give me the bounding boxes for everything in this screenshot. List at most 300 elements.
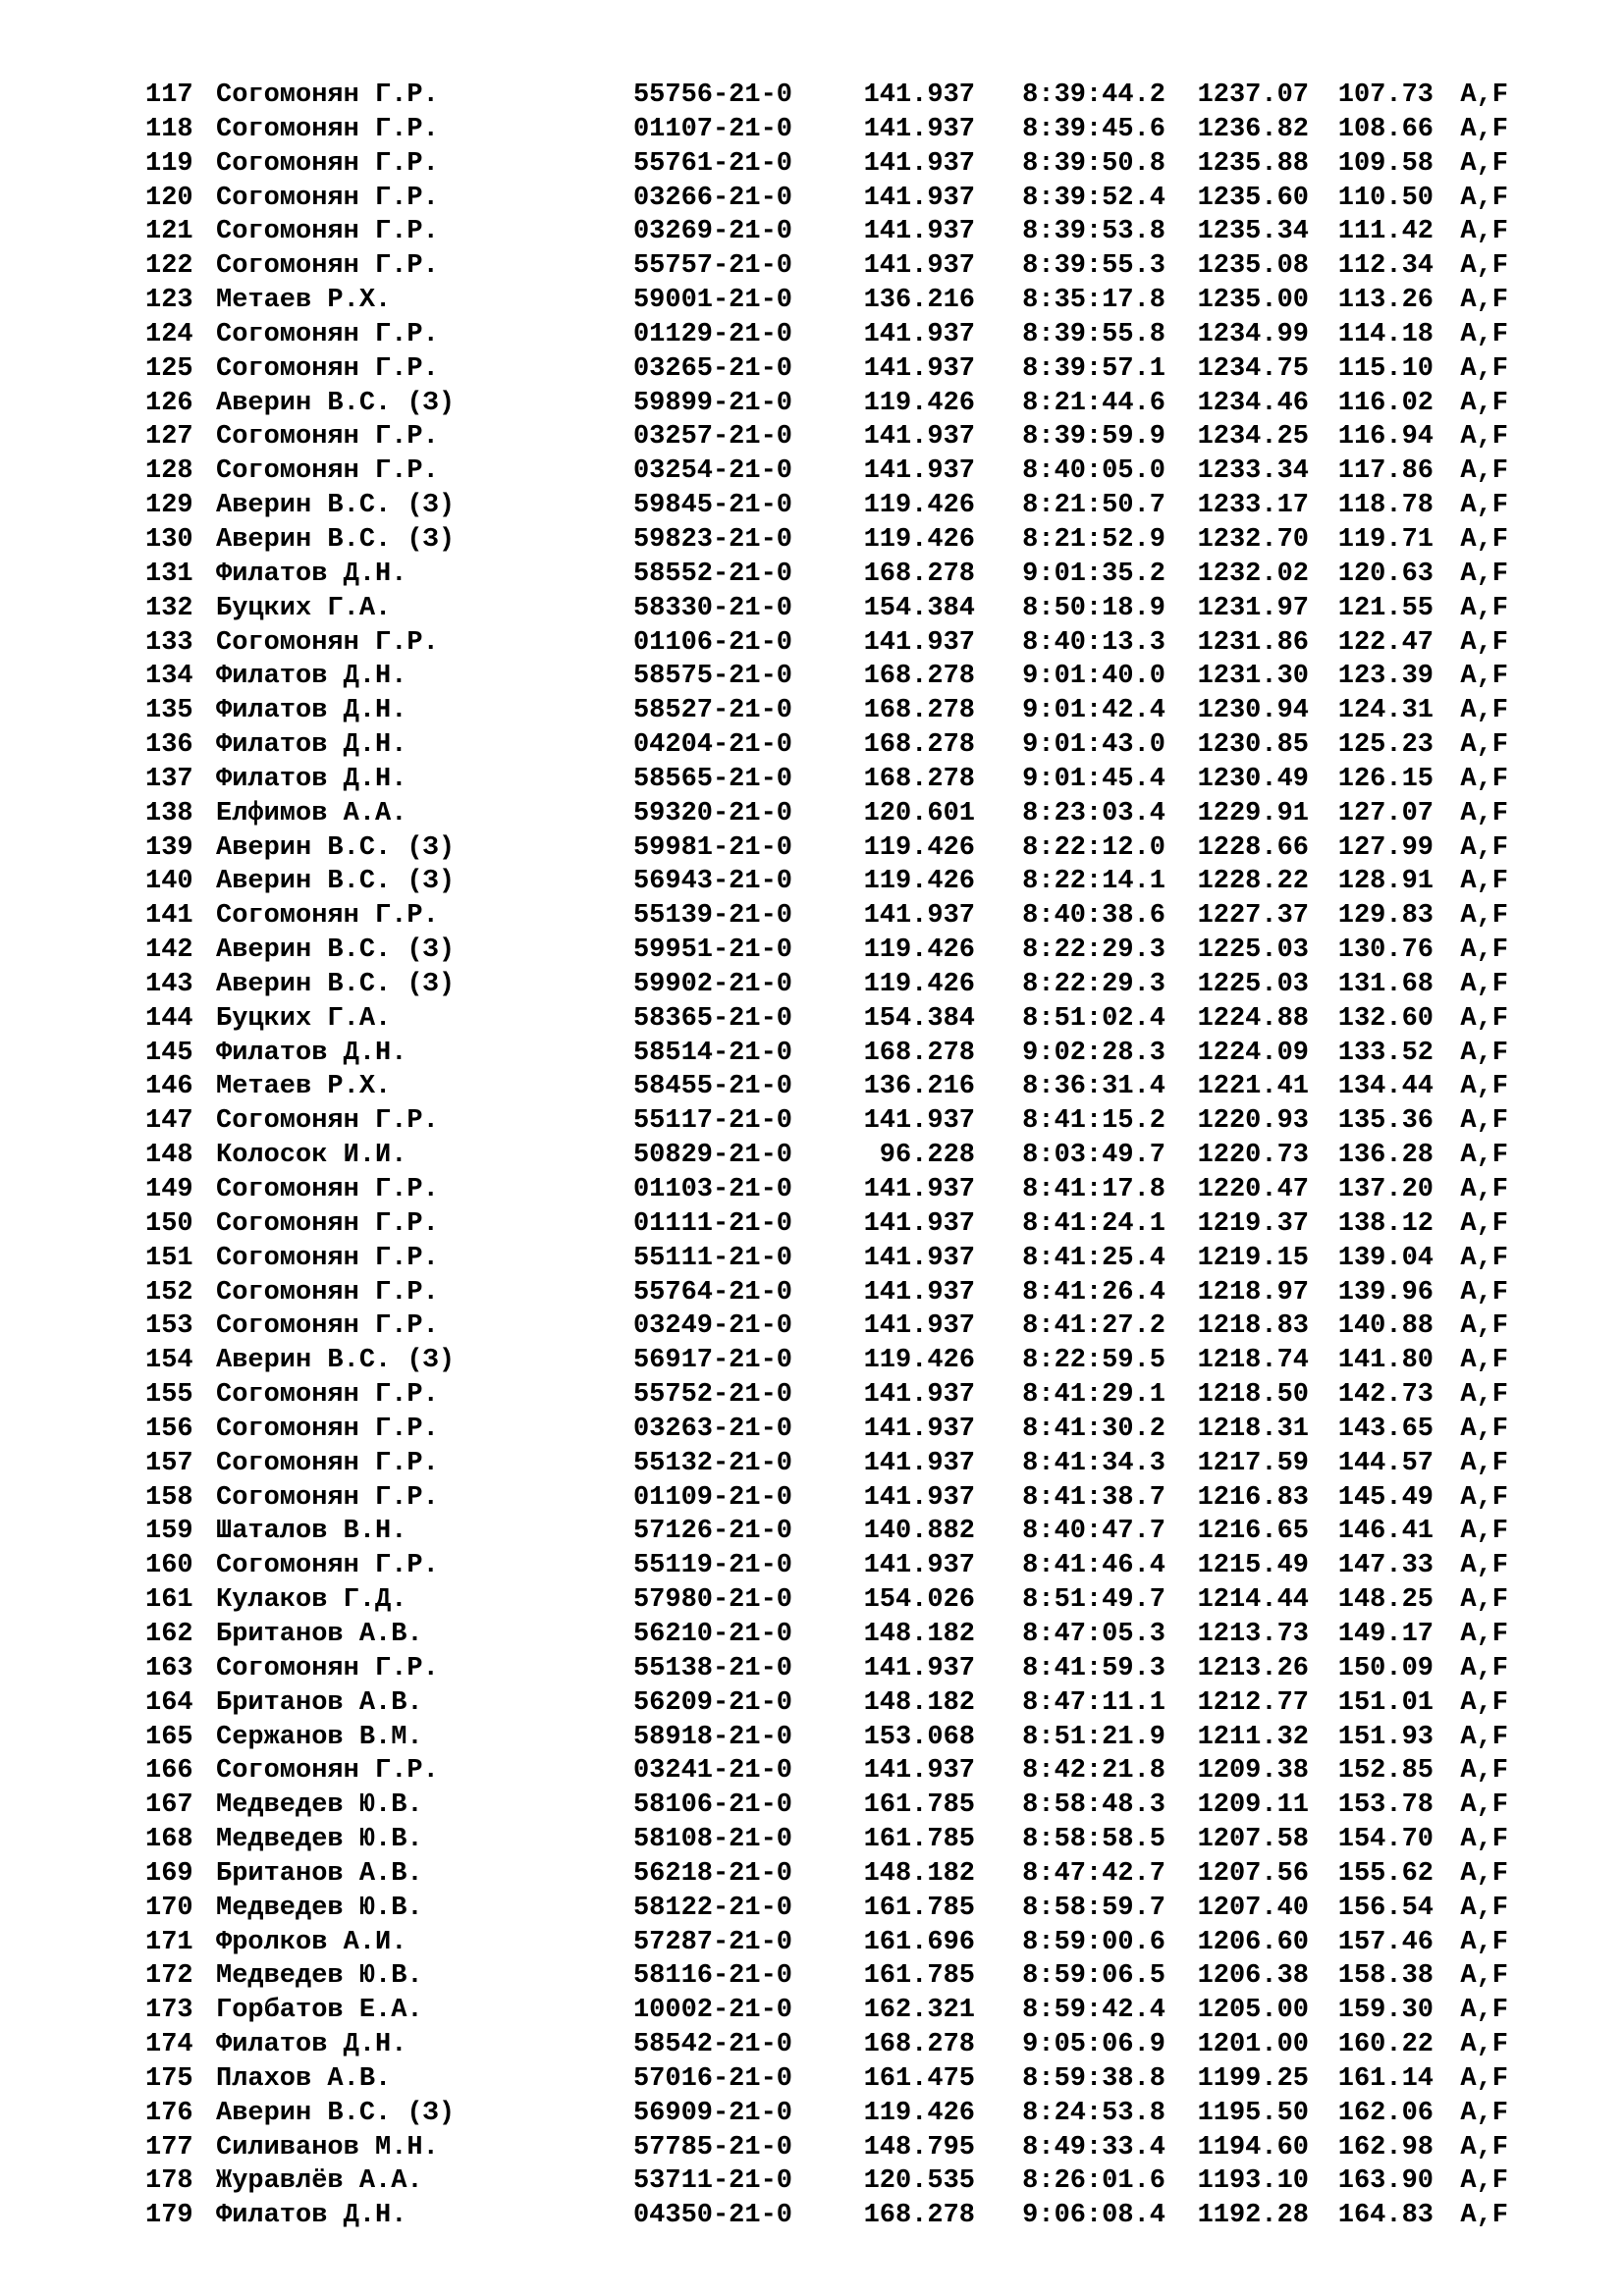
- place-number: 174: [145, 2030, 193, 2060]
- result-row: [145, 1515, 1508, 1549]
- distance: 154.384: [863, 1003, 975, 1034]
- place-number: 126: [145, 388, 193, 418]
- flags: A,F: [1460, 1858, 1508, 1889]
- flags: A,F: [1460, 559, 1508, 589]
- arrival-time: 8:47:11.1: [1022, 1687, 1165, 1718]
- flags: A,F: [1460, 422, 1508, 453]
- distance: 148.182: [863, 1687, 975, 1718]
- place-number: 152: [145, 1277, 193, 1308]
- result-row: [145, 592, 1508, 626]
- flags: A,F: [1460, 764, 1508, 794]
- points: 149.17: [1337, 1619, 1434, 1649]
- speed: 1231.97: [1197, 593, 1309, 623]
- speed: 1207.58: [1197, 1825, 1309, 1855]
- result-row: [145, 523, 1508, 558]
- points: 108.66: [1337, 114, 1434, 144]
- speed: 1214.44: [1197, 1585, 1309, 1616]
- result-row: [145, 1070, 1508, 1104]
- points: 107.73: [1337, 80, 1434, 110]
- result-row: [145, 763, 1508, 797]
- flags: A,F: [1460, 1072, 1508, 1102]
- result-row: [145, 79, 1508, 113]
- speed: 1228.66: [1197, 832, 1309, 863]
- points: 117.86: [1337, 456, 1434, 487]
- result-row: [145, 1276, 1508, 1310]
- fancier-name: Согомонян Г.Р.: [216, 1653, 439, 1683]
- result-row: [145, 728, 1508, 763]
- ring-number: 03263-21-0: [632, 1414, 792, 1444]
- distance: 119.426: [863, 524, 975, 555]
- distance: 141.937: [863, 217, 975, 247]
- fancier-name: Колосок И.И.: [216, 1141, 407, 1171]
- ring-number: 10002-21-0: [632, 1996, 792, 2026]
- place-number: 131: [145, 559, 193, 589]
- arrival-time: 8:22:12.0: [1022, 832, 1165, 863]
- place-number: 134: [145, 662, 193, 692]
- place-number: 120: [145, 183, 193, 213]
- distance: 161.475: [863, 2063, 975, 2094]
- ring-number: 55756-21-0: [632, 80, 792, 110]
- flags: A,F: [1460, 1003, 1508, 1034]
- place-number: 164: [145, 1687, 193, 1718]
- speed: 1237.07: [1197, 80, 1309, 110]
- fancier-name: Согомонян Г.Р.: [216, 148, 439, 179]
- points: 163.90: [1337, 2166, 1434, 2197]
- ring-number: 01107-21-0: [632, 114, 792, 144]
- arrival-time: 8:59:06.5: [1022, 1961, 1165, 1992]
- flags: A,F: [1460, 2063, 1508, 2094]
- arrival-time: 9:02:28.3: [1022, 1038, 1165, 1068]
- result-row: [145, 968, 1508, 1002]
- place-number: 171: [145, 1927, 193, 1957]
- place-number: 167: [145, 1790, 193, 1821]
- fancier-name: Согомонян Г.Р.: [216, 1551, 439, 1581]
- speed: 1231.30: [1197, 662, 1309, 692]
- arrival-time: 8:58:58.5: [1022, 1825, 1165, 1855]
- result-row: [145, 1857, 1508, 1892]
- points: 146.41: [1337, 1517, 1434, 1547]
- fancier-name: Елфимов А.А.: [216, 798, 407, 828]
- ring-number: 58565-21-0: [632, 764, 792, 794]
- result-row: [145, 2199, 1508, 2233]
- points: 118.78: [1337, 491, 1434, 521]
- speed: 1201.00: [1197, 2030, 1309, 2060]
- ring-number: 58542-21-0: [632, 2030, 792, 2060]
- arrival-time: 8:59:00.6: [1022, 1927, 1165, 1957]
- flags: A,F: [1460, 524, 1508, 555]
- distance: 148.795: [863, 2132, 975, 2163]
- arrival-time: 8:21:50.7: [1022, 491, 1165, 521]
- distance: 162.321: [863, 1996, 975, 2026]
- result-row: [145, 797, 1508, 831]
- points: 113.26: [1337, 286, 1434, 316]
- arrival-time: 9:01:43.0: [1022, 730, 1165, 761]
- results-list: [145, 79, 1508, 2233]
- points: 158.38: [1337, 1961, 1434, 1992]
- points: 133.52: [1337, 1038, 1434, 1068]
- points: 119.71: [1337, 524, 1434, 555]
- ring-number: 58514-21-0: [632, 1038, 792, 1068]
- ring-number: 57287-21-0: [632, 1927, 792, 1957]
- arrival-time: 8:21:52.9: [1022, 524, 1165, 555]
- flags: A,F: [1460, 1790, 1508, 1821]
- speed: 1234.75: [1197, 353, 1309, 384]
- flags: A,F: [1460, 2132, 1508, 2163]
- place-number: 179: [145, 2201, 193, 2231]
- arrival-time: 8:39:50.8: [1022, 148, 1165, 179]
- distance: 96.228: [879, 1141, 975, 1171]
- points: 161.14: [1337, 2063, 1434, 2094]
- points: 116.02: [1337, 388, 1434, 418]
- result-row: [145, 899, 1508, 934]
- ring-number: 03265-21-0: [632, 353, 792, 384]
- flags: A,F: [1460, 832, 1508, 863]
- flags: A,F: [1460, 1756, 1508, 1787]
- ring-number: 55761-21-0: [632, 148, 792, 179]
- flags: A,F: [1460, 969, 1508, 999]
- place-number: 163: [145, 1653, 193, 1683]
- flags: A,F: [1460, 114, 1508, 144]
- arrival-time: 8:41:46.4: [1022, 1551, 1165, 1581]
- speed: 1230.94: [1197, 696, 1309, 726]
- arrival-time: 9:01:45.4: [1022, 764, 1165, 794]
- arrival-time: 8:41:29.1: [1022, 1380, 1165, 1411]
- place-number: 154: [145, 1346, 193, 1376]
- points: 114.18: [1337, 319, 1434, 349]
- place-number: 118: [145, 114, 193, 144]
- distance: 141.937: [863, 422, 975, 453]
- ring-number: 03257-21-0: [632, 422, 792, 453]
- flags: A,F: [1460, 319, 1508, 349]
- place-number: 147: [145, 1106, 193, 1137]
- ring-number: 50829-21-0: [632, 1141, 792, 1171]
- speed: 1209.11: [1197, 1790, 1309, 1821]
- result-row: [145, 694, 1508, 728]
- distance: 161.785: [863, 1825, 975, 1855]
- place-number: 127: [145, 422, 193, 453]
- distance: 148.182: [863, 1619, 975, 1649]
- fancier-name: Аверин В.С. (З): [216, 832, 456, 863]
- result-row: [145, 1549, 1508, 1583]
- place-number: 151: [145, 1243, 193, 1273]
- place-number: 145: [145, 1038, 193, 1068]
- points: 135.36: [1337, 1106, 1434, 1137]
- arrival-time: 8:41:27.2: [1022, 1311, 1165, 1342]
- ring-number: 56209-21-0: [632, 1687, 792, 1718]
- flags: A,F: [1460, 353, 1508, 384]
- arrival-time: 8:50:18.9: [1022, 593, 1165, 623]
- result-row: [145, 318, 1508, 352]
- fancier-name: Согомонян Г.Р.: [216, 114, 439, 144]
- result-row: [145, 454, 1508, 489]
- speed: 1232.70: [1197, 524, 1309, 555]
- place-number: 139: [145, 832, 193, 863]
- points: 125.23: [1337, 730, 1434, 761]
- ring-number: 56943-21-0: [632, 867, 792, 897]
- distance: 141.937: [863, 1551, 975, 1581]
- result-row: [145, 1378, 1508, 1413]
- fancier-name: Согомонян Г.Р.: [216, 422, 439, 453]
- flags: A,F: [1460, 1927, 1508, 1957]
- place-number: 128: [145, 456, 193, 487]
- flags: A,F: [1460, 627, 1508, 658]
- arrival-time: 8:51:02.4: [1022, 1003, 1165, 1034]
- distance: 141.937: [863, 1106, 975, 1137]
- distance: 141.937: [863, 114, 975, 144]
- points: 128.91: [1337, 867, 1434, 897]
- flags: A,F: [1460, 867, 1508, 897]
- fancier-name: Аверин В.С. (З): [216, 1346, 456, 1376]
- speed: 1199.25: [1197, 2063, 1309, 2094]
- distance: 119.426: [863, 969, 975, 999]
- result-row: [145, 558, 1508, 592]
- speed: 1234.25: [1197, 422, 1309, 453]
- arrival-time: 8:39:44.2: [1022, 80, 1165, 110]
- fancier-name: Аверин В.С. (З): [216, 388, 456, 418]
- place-number: 133: [145, 627, 193, 658]
- ring-number: 58365-21-0: [632, 1003, 792, 1034]
- arrival-time: 8:22:29.3: [1022, 935, 1165, 966]
- speed: 1219.37: [1197, 1208, 1309, 1239]
- arrival-time: 8:24:53.8: [1022, 2098, 1165, 2128]
- flags: A,F: [1460, 148, 1508, 179]
- place-number: 146: [145, 1072, 193, 1102]
- speed: 1194.60: [1197, 2132, 1309, 2163]
- flags: A,F: [1460, 730, 1508, 761]
- place-number: 161: [145, 1585, 193, 1616]
- ring-number: 01109-21-0: [632, 1482, 792, 1513]
- distance: 141.937: [863, 627, 975, 658]
- points: 162.06: [1337, 2098, 1434, 2128]
- place-number: 125: [145, 353, 193, 384]
- result-row: [145, 1823, 1508, 1857]
- arrival-time: 8:22:14.1: [1022, 867, 1165, 897]
- distance: 119.426: [863, 1346, 975, 1376]
- arrival-time: 8:40:38.6: [1022, 901, 1165, 932]
- speed: 1224.88: [1197, 1003, 1309, 1034]
- arrival-time: 8:22:59.5: [1022, 1346, 1165, 1376]
- arrival-time: 8:41:15.2: [1022, 1106, 1165, 1137]
- fancier-name: Согомонян Г.Р.: [216, 80, 439, 110]
- place-number: 172: [145, 1961, 193, 1992]
- ring-number: 58527-21-0: [632, 696, 792, 726]
- ring-number: 55117-21-0: [632, 1106, 792, 1137]
- ring-number: 01129-21-0: [632, 319, 792, 349]
- distance: 141.937: [863, 353, 975, 384]
- arrival-time: 8:41:34.3: [1022, 1448, 1165, 1478]
- result-row: [145, 147, 1508, 182]
- distance: 119.426: [863, 935, 975, 966]
- speed: 1229.91: [1197, 798, 1309, 828]
- distance: 141.937: [863, 183, 975, 213]
- speed: 1192.28: [1197, 2201, 1309, 2231]
- flags: A,F: [1460, 1619, 1508, 1649]
- points: 164.83: [1337, 2201, 1434, 2231]
- distance: 141.937: [863, 148, 975, 179]
- points: 162.98: [1337, 2132, 1434, 2163]
- result-row: [145, 831, 1508, 866]
- distance: 119.426: [863, 388, 975, 418]
- fancier-name: Филатов Д.Н.: [216, 1038, 407, 1068]
- arrival-time: 8:41:59.3: [1022, 1653, 1165, 1683]
- ring-number: 59981-21-0: [632, 832, 792, 863]
- points: 151.01: [1337, 1687, 1434, 1718]
- points: 153.78: [1337, 1790, 1434, 1821]
- ring-number: 57126-21-0: [632, 1517, 792, 1547]
- speed: 1235.34: [1197, 217, 1309, 247]
- ring-number: 59845-21-0: [632, 491, 792, 521]
- ring-number: 55132-21-0: [632, 1448, 792, 1478]
- arrival-time: 8:39:45.6: [1022, 114, 1165, 144]
- distance: 119.426: [863, 867, 975, 897]
- speed: 1220.93: [1197, 1106, 1309, 1137]
- distance: 148.182: [863, 1858, 975, 1889]
- speed: 1225.03: [1197, 969, 1309, 999]
- fancier-name: Метаев Р.Х.: [216, 286, 392, 316]
- arrival-time: 8:39:55.8: [1022, 319, 1165, 349]
- ring-number: 58108-21-0: [632, 1825, 792, 1855]
- fancier-name: Медведев Ю.В.: [216, 1825, 423, 1855]
- place-number: 121: [145, 217, 193, 247]
- speed: 1193.10: [1197, 2166, 1309, 2197]
- ring-number: 57016-21-0: [632, 2063, 792, 2094]
- arrival-time: 8:40:47.7: [1022, 1517, 1165, 1547]
- result-row: [145, 2097, 1508, 2131]
- result-row: [145, 1926, 1508, 1960]
- place-number: 119: [145, 148, 193, 179]
- distance: 141.937: [863, 1482, 975, 1513]
- place-number: 142: [145, 935, 193, 966]
- fancier-name: Буцких Г.А.: [216, 593, 392, 623]
- ring-number: 56218-21-0: [632, 1858, 792, 1889]
- points: 129.83: [1337, 901, 1434, 932]
- fancier-name: Согомонян Г.Р.: [216, 1277, 439, 1308]
- place-number: 175: [145, 2063, 193, 2094]
- speed: 1209.38: [1197, 1756, 1309, 1787]
- flags: A,F: [1460, 2201, 1508, 2231]
- result-row: [145, 1037, 1508, 1071]
- points: 127.07: [1337, 798, 1434, 828]
- arrival-time: 8:40:13.3: [1022, 627, 1165, 658]
- flags: A,F: [1460, 1653, 1508, 1683]
- ring-number: 55119-21-0: [632, 1551, 792, 1581]
- ring-number: 03249-21-0: [632, 1311, 792, 1342]
- place-number: 153: [145, 1311, 193, 1342]
- fancier-name: Согомонян Г.Р.: [216, 1756, 439, 1787]
- points: 151.93: [1337, 1722, 1434, 1752]
- place-number: 178: [145, 2166, 193, 2197]
- flags: A,F: [1460, 1893, 1508, 1923]
- distance: 119.426: [863, 491, 975, 521]
- ring-number: 59001-21-0: [632, 286, 792, 316]
- speed: 1221.41: [1197, 1072, 1309, 1102]
- ring-number: 01106-21-0: [632, 627, 792, 658]
- ring-number: 58575-21-0: [632, 662, 792, 692]
- fancier-name: Согомонян Г.Р.: [216, 1243, 439, 1273]
- speed: 1215.49: [1197, 1551, 1309, 1581]
- speed: 1205.00: [1197, 1996, 1309, 2026]
- flags: A,F: [1460, 217, 1508, 247]
- arrival-time: 8:41:26.4: [1022, 1277, 1165, 1308]
- points: 148.25: [1337, 1585, 1434, 1616]
- arrival-time: 8:21:44.6: [1022, 388, 1165, 418]
- arrival-time: 8:03:49.7: [1022, 1141, 1165, 1171]
- distance: 153.068: [863, 1722, 975, 1752]
- result-row: [145, 1789, 1508, 1823]
- ring-number: 55764-21-0: [632, 1277, 792, 1308]
- result-row: [145, 1959, 1508, 1994]
- result-row: [145, 934, 1508, 968]
- speed: 1207.56: [1197, 1858, 1309, 1889]
- flags: A,F: [1460, 1175, 1508, 1204]
- flags: A,F: [1460, 1961, 1508, 1992]
- points: 139.04: [1337, 1243, 1434, 1273]
- distance: 141.937: [863, 456, 975, 487]
- fancier-name: Горбатов Е.А.: [216, 1996, 423, 2026]
- arrival-time: 8:59:38.8: [1022, 2063, 1165, 2094]
- result-row: [145, 249, 1508, 284]
- result-row: [145, 1207, 1508, 1242]
- points: 131.68: [1337, 969, 1434, 999]
- place-number: 169: [145, 1858, 193, 1889]
- ring-number: 01103-21-0: [632, 1175, 792, 1204]
- arrival-time: 9:01:35.2: [1022, 559, 1165, 589]
- fancier-name: Согомонян Г.Р.: [216, 1311, 439, 1342]
- result-row: [145, 1721, 1508, 1755]
- flags: A,F: [1460, 1243, 1508, 1273]
- speed: 1234.46: [1197, 388, 1309, 418]
- ring-number: 58122-21-0: [632, 1893, 792, 1923]
- distance: 168.278: [863, 559, 975, 589]
- fancier-name: Согомонян Г.Р.: [216, 1482, 439, 1513]
- result-row: [145, 1583, 1508, 1618]
- fancier-name: Согомонян Г.Р.: [216, 251, 439, 282]
- points: 160.22: [1337, 2030, 1434, 2060]
- result-row: [145, 352, 1508, 387]
- arrival-time: 8:47:42.7: [1022, 1858, 1165, 1889]
- arrival-time: 8:40:05.0: [1022, 456, 1165, 487]
- fancier-name: Согомонян Г.Р.: [216, 1106, 439, 1137]
- speed: 1206.38: [1197, 1961, 1309, 1992]
- fancier-name: Шаталов В.Н.: [216, 1517, 407, 1547]
- fancier-name: Согомонян Г.Р.: [216, 627, 439, 658]
- place-number: 123: [145, 286, 193, 316]
- fancier-name: Филатов Д.Н.: [216, 2030, 407, 2060]
- result-row: [145, 215, 1508, 249]
- distance: 154.026: [863, 1585, 975, 1616]
- result-row: [145, 2028, 1508, 2062]
- ring-number: 04204-21-0: [632, 730, 792, 761]
- place-number: 122: [145, 251, 193, 282]
- points: 115.10: [1337, 353, 1434, 384]
- distance: 119.426: [863, 832, 975, 863]
- distance: 168.278: [863, 1038, 975, 1068]
- distance: 141.937: [863, 1653, 975, 1683]
- fancier-name: Метаев Р.Х.: [216, 1072, 392, 1102]
- points: 144.57: [1337, 1448, 1434, 1478]
- points: 112.34: [1337, 251, 1434, 282]
- arrival-time: 9:01:40.0: [1022, 662, 1165, 692]
- fancier-name: Аверин В.С. (З): [216, 491, 456, 521]
- arrival-time: 8:41:30.2: [1022, 1414, 1165, 1444]
- points: 136.28: [1337, 1141, 1434, 1171]
- speed: 1212.77: [1197, 1687, 1309, 1718]
- ring-number: 55752-21-0: [632, 1380, 792, 1411]
- speed: 1220.73: [1197, 1141, 1309, 1171]
- fancier-name: Медведев Ю.В.: [216, 1790, 423, 1821]
- arrival-time: 8:41:24.1: [1022, 1208, 1165, 1239]
- ring-number: 55111-21-0: [632, 1243, 792, 1273]
